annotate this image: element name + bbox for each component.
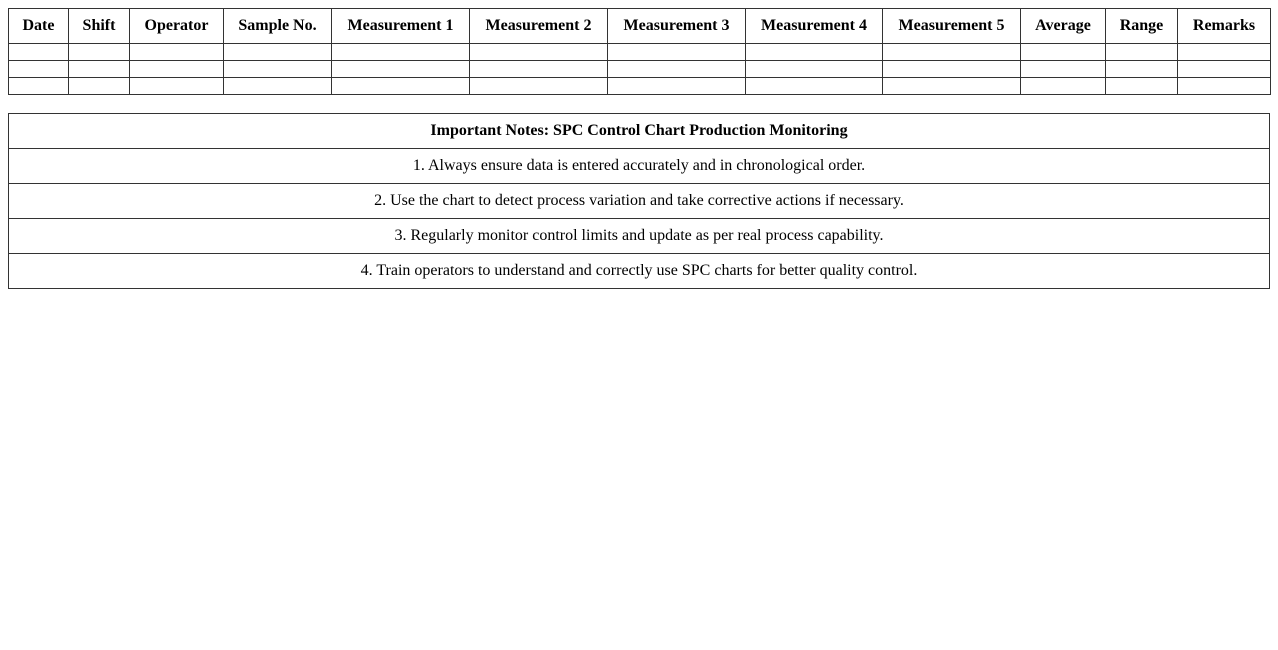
operator-cell[interactable] [130,78,224,95]
important-notes-table [8,113,1270,289]
date-cell[interactable] [9,78,69,95]
measurement-3-cell[interactable] [608,61,746,78]
column-header-remarks: Remarks [1178,9,1271,44]
column-header-shift: Shift [69,9,130,44]
range-cell[interactable] [1106,44,1178,61]
sample-no-cell[interactable] [224,61,332,78]
remarks-cell[interactable] [1178,61,1271,78]
table-row [9,44,1271,61]
shift-cell[interactable] [69,61,130,78]
measurement-1-cell[interactable] [332,61,470,78]
column-header-date: Date [9,9,69,44]
measurement-5-cell[interactable] [883,44,1021,61]
column-header-range: Range [1106,9,1178,44]
column-header-measurement-1: Measurement 1 [332,9,470,44]
measurement-1-cell[interactable] [332,44,470,61]
average-cell[interactable] [1021,61,1106,78]
measurement-3-cell[interactable] [608,78,746,95]
measurement-1-cell[interactable] [332,78,470,95]
table-row [9,61,1271,78]
shift-cell[interactable] [69,44,130,61]
notes-title: Important Notes: SPC Control Chart Production Monitoring [9,114,1270,149]
table-row [9,78,1271,95]
measurement-4-cell[interactable] [746,44,883,61]
note-row [9,184,1270,219]
note-item-1: 1. Always ensure data is entered accurately and in chronological order. [9,149,1270,184]
sample-no-cell[interactable] [224,44,332,61]
note-item-4: 4. Train operators to understand and correctly use SPC charts for better quality control. [9,254,1270,289]
measurement-5-cell[interactable] [883,78,1021,95]
average-cell[interactable] [1021,78,1106,95]
measurement-4-cell[interactable] [746,61,883,78]
measurement-4-cell[interactable] [746,78,883,95]
column-header-measurement-5: Measurement 5 [883,9,1021,44]
measurement-2-cell[interactable] [470,78,608,95]
measurement-2-cell[interactable] [470,61,608,78]
measurement-log-table [8,8,1271,95]
measurement-2-cell[interactable] [470,44,608,61]
column-header-sample-no: Sample No. [224,9,332,44]
note-row [9,254,1270,289]
operator-cell[interactable] [130,61,224,78]
average-cell[interactable] [1021,44,1106,61]
operator-cell[interactable] [130,44,224,61]
note-item-2: 2. Use the chart to detect process variation and take corrective actions if necessary. [9,184,1270,219]
range-cell[interactable] [1106,61,1178,78]
sample-no-cell[interactable] [224,78,332,95]
note-item-3: 3. Regularly monitor control limits and update as per real process capability. [9,219,1270,254]
note-row [9,219,1270,254]
remarks-cell[interactable] [1178,44,1271,61]
date-cell[interactable] [9,61,69,78]
measurement-3-cell[interactable] [608,44,746,61]
column-header-measurement-2: Measurement 2 [470,9,608,44]
column-header-measurement-3: Measurement 3 [608,9,746,44]
date-cell[interactable] [9,44,69,61]
range-cell[interactable] [1106,78,1178,95]
measurement-5-cell[interactable] [883,61,1021,78]
shift-cell[interactable] [69,78,130,95]
column-header-operator: Operator [130,9,224,44]
notes-title-row [9,114,1270,149]
header-row [9,9,1271,44]
column-header-measurement-4: Measurement 4 [746,9,883,44]
note-row [9,149,1270,184]
remarks-cell[interactable] [1178,78,1271,95]
column-header-average: Average [1021,9,1106,44]
